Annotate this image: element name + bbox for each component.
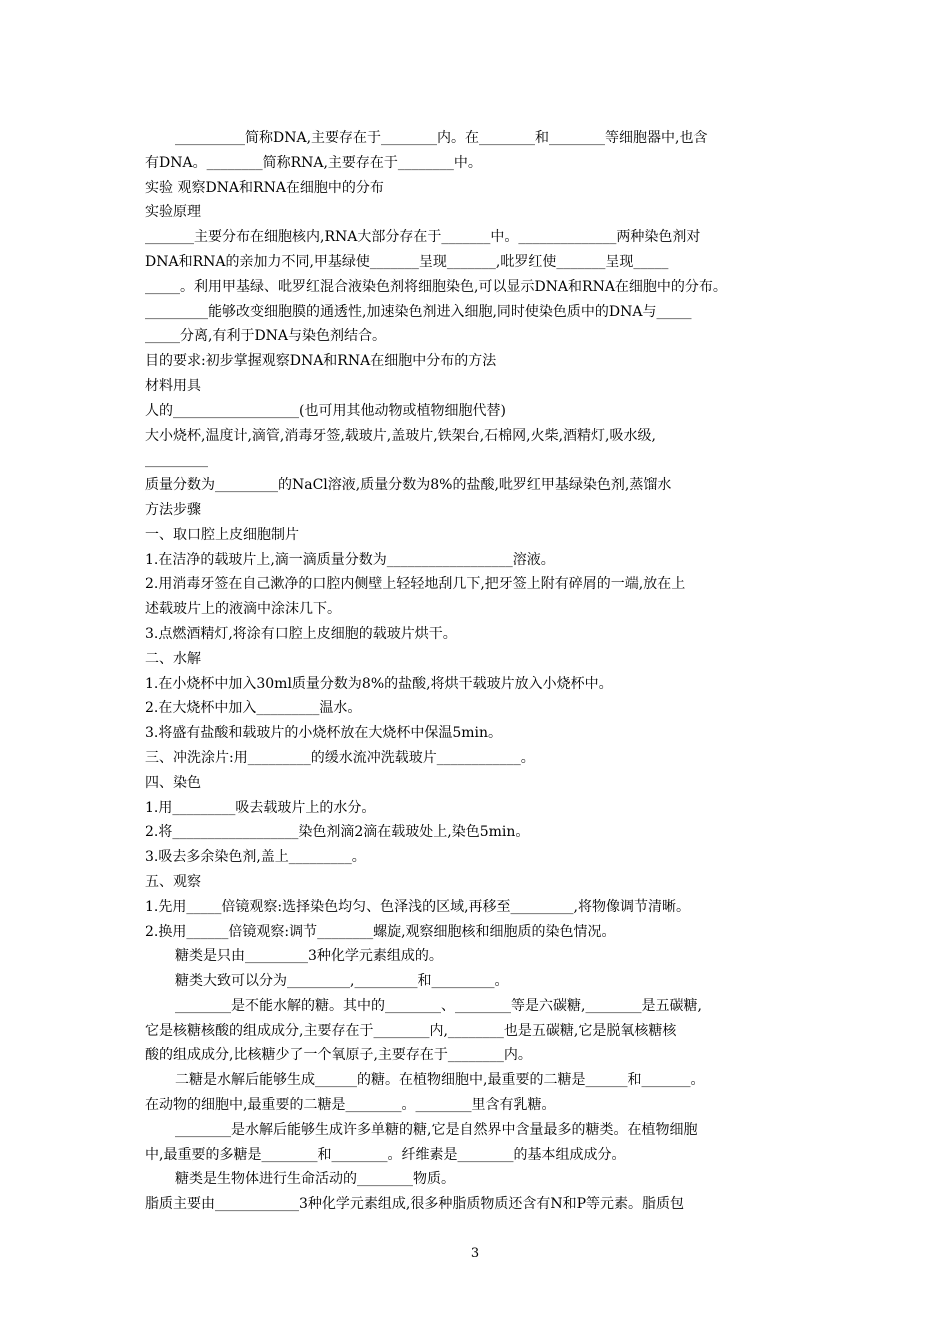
text-line: ________是不能水解的糖。其中的________、________等是六碳糖,________是五碳糖, (175, 997, 702, 1014)
text-line: ________是水解后能够生成许多单糖的糖,它是自然界中含量最多的糖类。在植物细胞 (175, 1121, 698, 1138)
text-line: 糖类是只由_________3种化学元素组成的。 (175, 948, 443, 965)
text-line: 1.先用_____倍镜观察:选择染色均匀、色泽浅的区域,再移至_________,将物像调节清晰。 (145, 898, 690, 915)
text-line: 实验 观察DNA和RNA在细胞中的分布 (145, 179, 384, 196)
text-line: 三、冲洗涂片:用_________的缓水流冲洗载玻片____________。 (145, 749, 535, 766)
text-line: 述载玻片上的液滴中涂沫几下。 (145, 601, 341, 618)
text-line: _____分离,有利于DNA与染色剂结合。 (145, 328, 387, 345)
text-line: 2.在大烧杯中加入_________温水。 (145, 700, 362, 717)
text-line: 它是核糖核酸的组成成分,主要存在于________内,________也是五碳糖,它是脱氧核糖核 (145, 1022, 677, 1039)
text-line: 3.将盛有盐酸和载玻片的小烧杯放在大烧杯中保温5min。 (145, 725, 503, 742)
text-line: 脂质主要由____________3种化学元素组成,很多种脂质物质还含有N和P等元素。脂质包 (145, 1196, 685, 1213)
text-line: 二、水解 (145, 650, 201, 667)
document-body (145, 126, 817, 1217)
text-line: 五、观察 (145, 873, 201, 890)
text-line: 目的要求:初步掌握观察DNA和RNA在细胞中分布的方法 (145, 353, 497, 370)
text-line: 有DNA。________简称RNA,主要存在于________中。 (145, 154, 482, 171)
text-line: 3.吸去多余染色剂,盖上_________。 (145, 849, 366, 866)
text-line: 1.用_________吸去载玻片上的水分。 (145, 799, 376, 816)
text-line: 糖类是生物体进行生命活动的________物质。 (175, 1171, 455, 1188)
text-line: _____。利用甲基绿、吡罗红混合液染色剂将细胞染色,可以显示DNA和RNA在细胞中的分布。 (145, 278, 727, 295)
text-line: 1.在洁净的载玻片上,滴一滴质量分数为__________________溶液。 (145, 551, 555, 568)
text-line: 一、取口腔上皮细胞制片 (145, 526, 299, 543)
text-line: 质量分数为_________的NaCl溶液,质量分数为8%的盐酸,吡罗红甲基绿染色剂,蒸馏水 (145, 477, 672, 494)
text-line: __________简称DNA,主要存在于________内。在________和________等细胞器中,也含 (175, 130, 708, 146)
text-line: 2.用消毒牙签在自己漱净的口腔内侧壁上轻轻地刮几下,把牙签上附有碎屑的一端,放在上 (145, 576, 686, 593)
text-line: _________ (145, 452, 208, 469)
text-line: 2.将__________________染色剂滴2滴在载玻处上,染色5min。 (145, 824, 530, 841)
text-line: _______主要分布在细胞核内,RNA大部分存在于_______中。______________两种染色剂对 (145, 229, 701, 246)
text-line: 3.点燃酒精灯,将涂有口腔上皮细胞的载玻片烘干。 (145, 625, 457, 642)
text-line: 实验原理 (145, 204, 201, 221)
text-line: 二糖是水解后能够生成______的糖。在植物细胞中,最重要的二糖是______和_______。 (175, 1072, 705, 1089)
text-line: 人的__________________(也可用其他动物或植物细胞代替) (145, 402, 506, 419)
text-line: 酸的组成成分,比核糖少了一个氧原子,主要存在于________内。 (145, 1047, 532, 1064)
text-line: 中,最重要的多糖是________和________。纤维素是________的基本组成成分。 (145, 1146, 626, 1163)
text-line: _________能够改变细胞膜的通透性,加速染色剂进入细胞,同时使染色质中的DNA与_____ (145, 303, 692, 320)
text-line: 2.换用______倍镜观察:调节________螺旋,观察细胞核和细胞质的染色情况。 (145, 923, 616, 940)
text-line: DNA和RNA的亲加力不同,甲基绿使_______呈现_______,吡罗红使_______呈现_____ (145, 253, 669, 270)
text-line: 糖类大致可以分为_________,_________和_________。 (175, 973, 509, 990)
page-number: 3 (470, 1246, 480, 1261)
text-line: 材料用具 (145, 377, 201, 394)
text-line: 四、染色 (145, 774, 201, 791)
text-line: 在动物的细胞中,最重要的二糖是________。________里含有乳糖。 (145, 1097, 556, 1114)
text-line: 大小烧杯,温度计,滴管,消毒牙签,载玻片,盖玻片,铁架台,石棉网,火柴,酒精灯,吸水级, (145, 427, 656, 444)
text-line: 方法步骤 (145, 501, 201, 518)
text-line: 1.在小烧杯中加入30ml质量分数为8%的盐酸,将烘干载玻片放入小烧杯中。 (145, 675, 613, 692)
